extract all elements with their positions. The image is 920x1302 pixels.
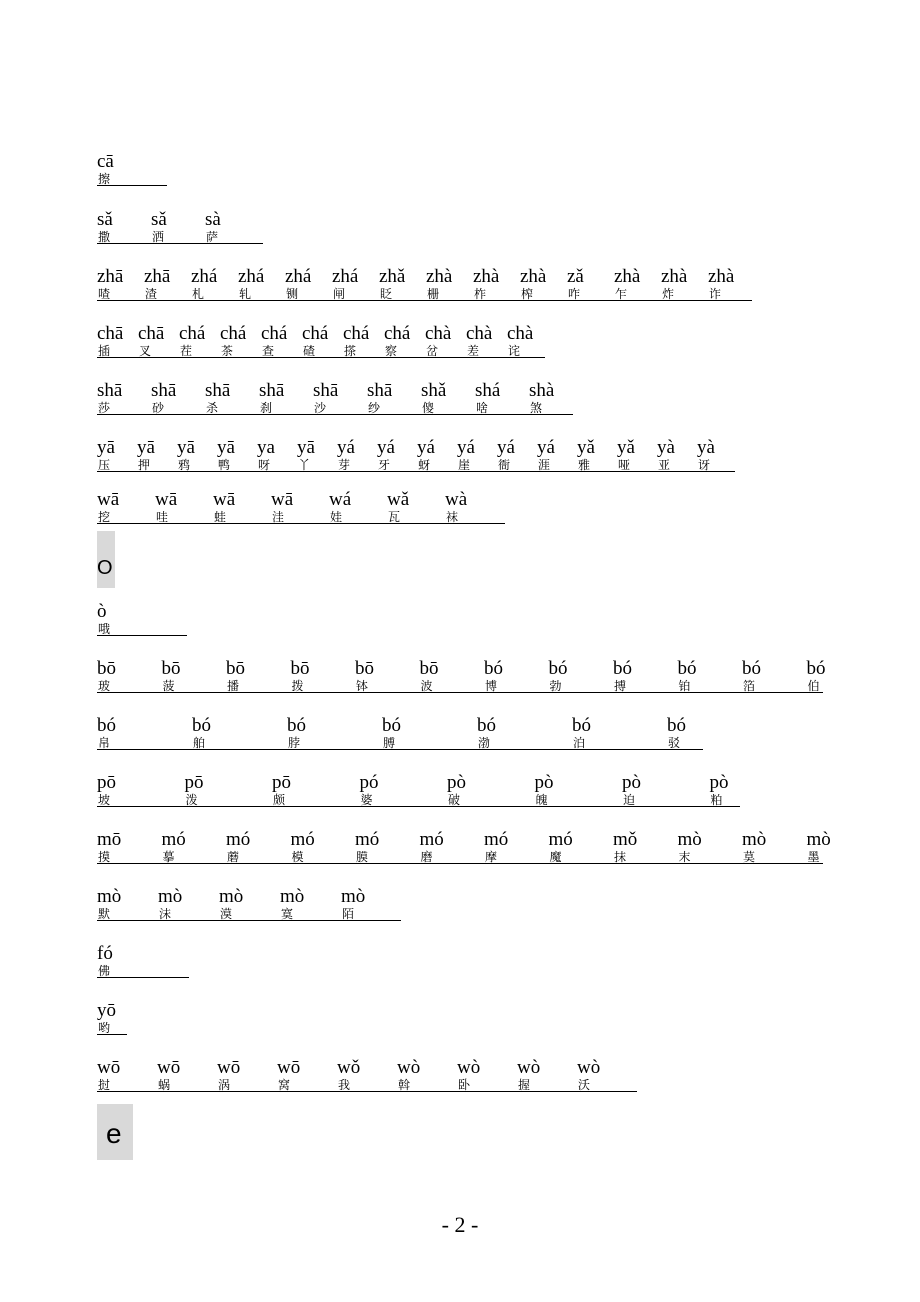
pinyin-syllable: bó bbox=[192, 715, 211, 736]
pinyin-syllable: pō bbox=[184, 772, 204, 793]
hanzi-character: 握 bbox=[518, 1078, 531, 1092]
answer-blank-line bbox=[97, 357, 545, 358]
pinyin-syllable: wā bbox=[271, 489, 294, 510]
pinyin-syllable: zhà bbox=[614, 266, 641, 287]
hanzi-character: 播 bbox=[227, 679, 240, 693]
pinyin-syllable: zhá bbox=[332, 266, 359, 287]
hanzi-character: 墨 bbox=[807, 850, 820, 864]
pinyin-syllable: chá bbox=[343, 323, 370, 344]
answer-blank-line bbox=[97, 300, 752, 301]
hanzi-character: 魔 bbox=[549, 850, 562, 864]
hanzi-character: 莫 bbox=[743, 850, 756, 864]
hanzi-character: 磨 bbox=[420, 850, 433, 864]
hanzi-character: 鸭 bbox=[218, 458, 231, 472]
pinyin-syllable: mó bbox=[548, 829, 573, 850]
pinyin-syllable: fó bbox=[97, 943, 113, 964]
hanzi-character: 煞 bbox=[530, 401, 543, 415]
hanzi-character: 眨 bbox=[380, 287, 393, 301]
answer-blank-line bbox=[97, 749, 703, 750]
hanzi-character: 菠 bbox=[162, 679, 175, 693]
pinyin-syllable: mò bbox=[341, 886, 366, 907]
pinyin-syllable: bō bbox=[161, 658, 181, 679]
hanzi-character: 摹 bbox=[162, 850, 175, 864]
hanzi-character: 衙 bbox=[498, 458, 511, 472]
pinyin-syllable: chā bbox=[138, 323, 165, 344]
pinyin-row bbox=[97, 381, 837, 415]
hanzi-character: 炸 bbox=[662, 287, 675, 301]
pinyin-row bbox=[97, 602, 837, 636]
pinyin-syllable: mò bbox=[806, 829, 831, 850]
pinyin-syllable: bō bbox=[226, 658, 245, 679]
pinyin-syllable: cā bbox=[97, 151, 114, 172]
hanzi-character: 驳 bbox=[668, 736, 681, 750]
hanzi-character: 钵 bbox=[356, 679, 369, 693]
pinyin-row bbox=[97, 324, 837, 358]
hanzi-character: 默 bbox=[98, 907, 111, 921]
pinyin-syllable: mó bbox=[419, 829, 444, 850]
hanzi-character: 鸦 bbox=[178, 458, 191, 472]
hanzi-character: 哇 bbox=[156, 510, 169, 524]
hanzi-character: 蛙 bbox=[214, 510, 227, 524]
pinyin-syllable: zhà bbox=[708, 266, 735, 287]
hanzi-character: 涡 bbox=[218, 1078, 231, 1092]
pinyin-syllable: sǎ bbox=[97, 209, 113, 230]
hanzi-character: 诈 bbox=[709, 287, 722, 301]
hanzi-character: 洒 bbox=[152, 230, 165, 244]
pinyin-syllable: bó bbox=[742, 658, 761, 679]
pinyin-syllable: pò bbox=[534, 772, 554, 793]
answer-blank-line bbox=[97, 471, 735, 472]
hanzi-character: 啥 bbox=[476, 401, 489, 415]
hanzi-character: 铡 bbox=[286, 287, 299, 301]
hanzi-character: 察 bbox=[385, 344, 398, 358]
pinyin-syllable: wō bbox=[157, 1057, 181, 1078]
hanzi-character: 沫 bbox=[159, 907, 172, 921]
pinyin-row bbox=[97, 490, 837, 524]
pinyin-syllable: pō bbox=[97, 772, 116, 793]
pinyin-syllable: sǎ bbox=[151, 209, 167, 230]
pinyin-syllable: yá bbox=[417, 437, 435, 458]
pinyin-syllable: shà bbox=[529, 380, 555, 401]
pinyin-syllable: bō bbox=[355, 658, 374, 679]
hanzi-character: 搏 bbox=[614, 679, 627, 693]
pinyin-syllable: shā bbox=[367, 380, 393, 401]
hanzi-character: 岔 bbox=[426, 344, 439, 358]
hanzi-character: 颇 bbox=[273, 793, 286, 807]
hanzi-character: 泼 bbox=[185, 793, 198, 807]
pinyin-syllable: bó bbox=[613, 658, 632, 679]
pinyin-row bbox=[97, 438, 837, 472]
hanzi-character: 莎 bbox=[98, 401, 111, 415]
hanzi-character: 呀 bbox=[258, 458, 271, 472]
pinyin-row bbox=[97, 944, 837, 978]
pinyin-syllable: wà bbox=[445, 489, 468, 510]
pinyin-syllable: mó bbox=[226, 829, 251, 850]
hanzi-character: 寞 bbox=[281, 907, 294, 921]
pinyin-syllable: zhǎ bbox=[379, 266, 406, 287]
hanzi-character: 栅 bbox=[427, 287, 440, 301]
hanzi-character: 渣 bbox=[145, 287, 158, 301]
hanzi-character: 帛 bbox=[98, 736, 111, 750]
pinyin-syllable: yá bbox=[377, 437, 395, 458]
hanzi-character: 讶 bbox=[698, 458, 711, 472]
pinyin-syllable: bó bbox=[677, 658, 697, 679]
pinyin-syllable: yā bbox=[297, 437, 315, 458]
hanzi-character: 沙 bbox=[314, 401, 327, 415]
pinyin-syllable: bó bbox=[667, 715, 686, 736]
answer-blank-line bbox=[97, 523, 505, 524]
pinyin-syllable: zhà bbox=[661, 266, 688, 287]
pinyin-syllable: chà bbox=[466, 323, 493, 344]
hanzi-character: 叉 bbox=[139, 344, 152, 358]
section-letter-o bbox=[97, 531, 115, 588]
hanzi-character: 末 bbox=[678, 850, 691, 864]
hanzi-character: 纱 bbox=[368, 401, 381, 415]
pinyin-syllable: sà bbox=[205, 209, 221, 230]
pinyin-syllable: bó bbox=[484, 658, 503, 679]
pinyin-syllable: shā bbox=[313, 380, 339, 401]
hanzi-character: 牙 bbox=[378, 458, 391, 472]
answer-blank-line bbox=[97, 806, 740, 807]
hanzi-character: 魄 bbox=[535, 793, 548, 807]
hanzi-character: 窝 bbox=[278, 1078, 291, 1092]
pinyin-row bbox=[97, 773, 837, 807]
hanzi-character: 洼 bbox=[272, 510, 285, 524]
hanzi-character: 舶 bbox=[193, 736, 206, 750]
hanzi-character: 搽 bbox=[344, 344, 357, 358]
hanzi-character: 查 bbox=[262, 344, 275, 358]
pinyin-syllable: shǎ bbox=[421, 380, 447, 401]
pinyin-row bbox=[97, 152, 837, 186]
hanzi-character: 蜗 bbox=[158, 1078, 171, 1092]
pinyin-syllable: yǎ bbox=[617, 437, 635, 458]
pinyin-syllable: bó bbox=[572, 715, 591, 736]
pinyin-syllable: chà bbox=[507, 323, 534, 344]
hanzi-character: 差 bbox=[467, 344, 480, 358]
hanzi-character: 模 bbox=[291, 850, 304, 864]
pinyin-syllable: yō bbox=[97, 1000, 116, 1021]
pinyin-syllable: yà bbox=[657, 437, 675, 458]
pinyin-syllable: wō bbox=[97, 1057, 121, 1078]
hanzi-character: 雅 bbox=[578, 458, 591, 472]
pinyin-syllable: mó bbox=[161, 829, 186, 850]
pinyin-syllable: wǎ bbox=[387, 489, 410, 510]
pinyin-row bbox=[97, 887, 837, 921]
hanzi-character: 伯 bbox=[807, 679, 820, 693]
section-letter-e bbox=[97, 1104, 133, 1160]
answer-blank-line bbox=[97, 692, 823, 693]
pinyin-syllable: yā bbox=[137, 437, 155, 458]
hanzi-character: 摩 bbox=[485, 850, 498, 864]
pinyin-syllable: chá bbox=[179, 323, 206, 344]
pinyin-syllable: mò bbox=[97, 886, 122, 907]
pinyin-syllable: mò bbox=[677, 829, 702, 850]
pinyin-syllable: wā bbox=[97, 489, 120, 510]
pinyin-syllable: pó bbox=[359, 772, 379, 793]
hanzi-character: 押 bbox=[138, 458, 151, 472]
hanzi-character: 芽 bbox=[338, 458, 351, 472]
answer-blank-line bbox=[97, 185, 167, 186]
hanzi-character: 波 bbox=[420, 679, 433, 693]
hanzi-character: 涯 bbox=[538, 458, 551, 472]
pinyin-row bbox=[97, 1058, 837, 1092]
pinyin-syllable: bó bbox=[548, 658, 568, 679]
pinyin-syllable: mó bbox=[484, 829, 509, 850]
pinyin-syllable: yà bbox=[697, 437, 715, 458]
pinyin-syllable: chā bbox=[97, 323, 124, 344]
hanzi-character: 我 bbox=[338, 1078, 351, 1092]
hanzi-character: 茬 bbox=[180, 344, 193, 358]
hanzi-character: 箔 bbox=[743, 679, 756, 693]
pinyin-syllable: zhā bbox=[97, 266, 124, 287]
pinyin-syllable: zhá bbox=[285, 266, 312, 287]
pinyin-syllable: wā bbox=[155, 489, 178, 510]
pinyin-syllable: chá bbox=[384, 323, 411, 344]
pinyin-syllable: pō bbox=[272, 772, 291, 793]
pinyin-syllable: pò bbox=[447, 772, 466, 793]
pinyin-row bbox=[97, 1001, 837, 1035]
hanzi-character: 札 bbox=[192, 287, 205, 301]
hanzi-character: 砂 bbox=[152, 401, 165, 415]
pinyin-syllable: zhà bbox=[426, 266, 453, 287]
hanzi-character: 坡 bbox=[98, 793, 111, 807]
hanzi-character: 勃 bbox=[549, 679, 562, 693]
pinyin-syllable: wǒ bbox=[337, 1057, 361, 1078]
pinyin-syllable: zhá bbox=[238, 266, 265, 287]
pinyin-syllable: zhà bbox=[473, 266, 500, 287]
hanzi-character: 擦 bbox=[98, 172, 111, 186]
pinyin-syllable: pò bbox=[622, 772, 641, 793]
hanzi-character: 榨 bbox=[521, 287, 534, 301]
hanzi-character: 瓦 bbox=[388, 510, 401, 524]
pinyin-syllable: bó bbox=[477, 715, 496, 736]
hanzi-character: 漠 bbox=[220, 907, 233, 921]
pinyin-row bbox=[97, 659, 837, 693]
pinyin-syllable: yá bbox=[337, 437, 355, 458]
hanzi-character: 哦 bbox=[98, 622, 111, 636]
pinyin-syllable: zhà bbox=[520, 266, 547, 287]
hanzi-character: 哑 bbox=[618, 458, 631, 472]
hanzi-character: 柞 bbox=[474, 287, 487, 301]
pinyin-syllable: zhā bbox=[144, 266, 171, 287]
hanzi-character: 迫 bbox=[623, 793, 636, 807]
pinyin-syllable: ya bbox=[257, 437, 275, 458]
hanzi-character: 茶 bbox=[221, 344, 234, 358]
hanzi-character: 铂 bbox=[678, 679, 691, 693]
hanzi-character: 喳 bbox=[98, 287, 111, 301]
hanzi-character: 破 bbox=[448, 793, 461, 807]
pinyin-syllable: yá bbox=[537, 437, 555, 458]
pinyin-syllable: chà bbox=[425, 323, 452, 344]
pinyin-syllable: bó bbox=[382, 715, 401, 736]
hanzi-character: 崖 bbox=[458, 458, 471, 472]
pinyin-syllable: wá bbox=[329, 489, 352, 510]
hanzi-character: 哟 bbox=[98, 1021, 111, 1035]
pinyin-syllable: bō bbox=[97, 658, 116, 679]
hanzi-character: 卧 bbox=[458, 1078, 471, 1092]
pinyin-syllable: bó bbox=[97, 715, 116, 736]
pinyin-syllable: wā bbox=[213, 489, 236, 510]
hanzi-character: 沃 bbox=[578, 1078, 591, 1092]
pinyin-syllable: pò bbox=[709, 772, 729, 793]
pinyin-syllable: mǒ bbox=[613, 829, 638, 850]
answer-blank-line bbox=[97, 635, 187, 636]
hanzi-character: 拨 bbox=[291, 679, 304, 693]
pinyin-syllable: wò bbox=[577, 1057, 601, 1078]
pinyin-syllable: bó bbox=[287, 715, 306, 736]
hanzi-character: 挖 bbox=[98, 510, 111, 524]
pinyin-row bbox=[97, 830, 837, 864]
answer-blank-line bbox=[97, 414, 573, 415]
hanzi-character: 膜 bbox=[356, 850, 369, 864]
pinyin-syllable: mò bbox=[219, 886, 244, 907]
hanzi-character: 诧 bbox=[508, 344, 521, 358]
pinyin-syllable: mò bbox=[280, 886, 305, 907]
pinyin-syllable: yá bbox=[457, 437, 475, 458]
hanzi-character: 婆 bbox=[360, 793, 373, 807]
hanzi-character: 压 bbox=[98, 458, 111, 472]
pinyin-syllable: zhá bbox=[191, 266, 218, 287]
pinyin-syllable: shā bbox=[205, 380, 231, 401]
pinyin-syllable: mó bbox=[290, 829, 315, 850]
hanzi-character: 摸 bbox=[98, 850, 111, 864]
hanzi-character: 撒 bbox=[98, 230, 111, 244]
hanzi-character: 膊 bbox=[383, 736, 396, 750]
pinyin-row bbox=[97, 716, 837, 750]
hanzi-character: 陌 bbox=[342, 907, 355, 921]
pinyin-syllable: yá bbox=[497, 437, 515, 458]
answer-blank-line bbox=[97, 920, 401, 921]
pinyin-syllable: zǎ bbox=[567, 266, 584, 287]
hanzi-character: 佛 bbox=[98, 964, 111, 978]
hanzi-character: 亚 bbox=[658, 458, 671, 472]
hanzi-character: 娃 bbox=[330, 510, 343, 524]
answer-blank-line bbox=[97, 977, 189, 978]
pinyin-syllable: chá bbox=[302, 323, 329, 344]
pinyin-syllable: wò bbox=[397, 1057, 421, 1078]
pinyin-syllable: bō bbox=[290, 658, 310, 679]
section-letter-o-text: O bbox=[97, 557, 113, 579]
hanzi-character: 丫 bbox=[298, 458, 311, 472]
section-letter-e-text: e bbox=[106, 1118, 122, 1149]
hanzi-character: 粕 bbox=[710, 793, 723, 807]
answer-blank-line bbox=[97, 1034, 127, 1035]
hanzi-character: 玻 bbox=[98, 679, 111, 693]
pinyin-syllable: yā bbox=[217, 437, 235, 458]
pinyin-syllable: chá bbox=[261, 323, 288, 344]
hanzi-character: 刹 bbox=[260, 401, 273, 415]
pinyin-syllable: mò bbox=[158, 886, 183, 907]
hanzi-character: 斡 bbox=[398, 1078, 411, 1092]
pinyin-syllable: shá bbox=[475, 380, 501, 401]
pinyin-syllable: yǎ bbox=[577, 437, 595, 458]
pinyin-syllable: wò bbox=[457, 1057, 481, 1078]
answer-blank-line bbox=[97, 243, 263, 244]
hanzi-character: 碴 bbox=[303, 344, 316, 358]
pinyin-syllable: ò bbox=[97, 601, 107, 622]
hanzi-character: 萨 bbox=[206, 230, 219, 244]
hanzi-character: 泊 bbox=[573, 736, 586, 750]
hanzi-character: 插 bbox=[98, 344, 111, 358]
answer-blank-line bbox=[97, 1091, 637, 1092]
hanzi-character: 轧 bbox=[239, 287, 252, 301]
pinyin-syllable: chá bbox=[220, 323, 247, 344]
pinyin-syllable: bō bbox=[419, 658, 439, 679]
pinyin-row bbox=[97, 267, 837, 301]
hanzi-character: 傻 bbox=[422, 401, 435, 415]
pinyin-syllable: mò bbox=[742, 829, 767, 850]
pinyin-syllable: shā bbox=[259, 380, 285, 401]
pinyin-syllable: shā bbox=[151, 380, 177, 401]
pinyin-syllable: yā bbox=[177, 437, 195, 458]
hanzi-character: 渤 bbox=[478, 736, 491, 750]
hanzi-character: 脖 bbox=[288, 736, 301, 750]
hanzi-character: 咋 bbox=[568, 287, 581, 301]
page-number: - 2 - bbox=[441, 1212, 479, 1237]
hanzi-character: 闸 bbox=[333, 287, 346, 301]
hanzi-character: 挝 bbox=[98, 1078, 111, 1092]
pinyin-syllable: wò bbox=[517, 1057, 541, 1078]
pinyin-syllable: bó bbox=[806, 658, 826, 679]
hanzi-character: 抹 bbox=[614, 850, 627, 864]
pinyin-syllable: yā bbox=[97, 437, 115, 458]
pinyin-syllable: mō bbox=[97, 829, 122, 850]
pinyin-syllable: wō bbox=[277, 1057, 301, 1078]
hanzi-character: 蘑 bbox=[227, 850, 240, 864]
pinyin-syllable: shā bbox=[97, 380, 123, 401]
hanzi-character: 杀 bbox=[206, 401, 219, 415]
hanzi-character: 博 bbox=[485, 679, 498, 693]
hanzi-character: 袜 bbox=[446, 510, 459, 524]
pinyin-syllable: wō bbox=[217, 1057, 241, 1078]
pinyin-row bbox=[97, 210, 837, 244]
answer-blank-line bbox=[97, 863, 823, 864]
hanzi-character: 乍 bbox=[615, 287, 628, 301]
pinyin-syllable: mó bbox=[355, 829, 380, 850]
hanzi-character: 蚜 bbox=[418, 458, 431, 472]
